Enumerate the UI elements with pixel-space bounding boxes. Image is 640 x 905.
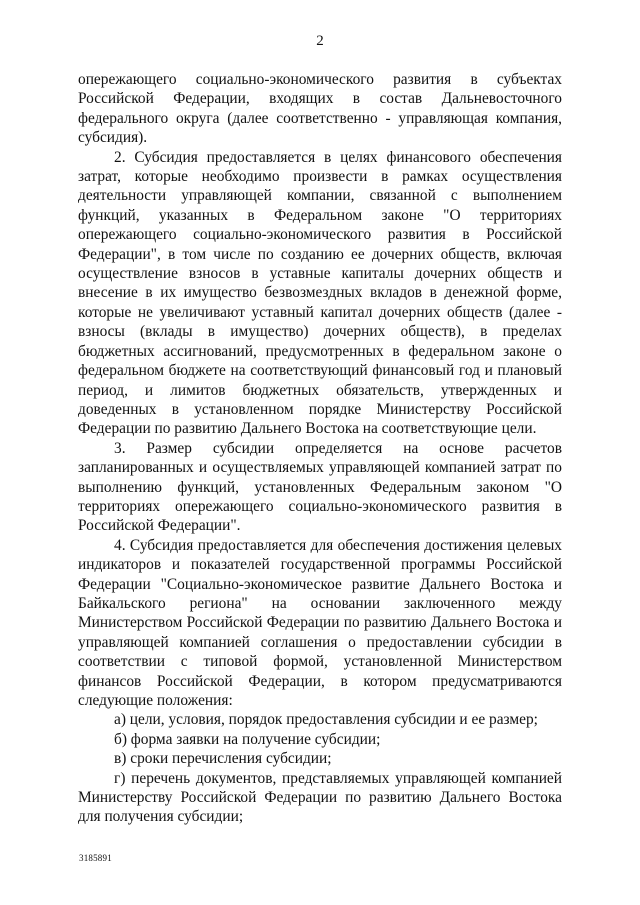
paragraph-4-subsidy-agreement: 4. Субсидия предоставляется для обеспечения достижения целевых индикаторов и показателей государственной программы Российской Федерации "Социально-экономическое развитие Дальнего Востока и Байкальского региона" на основании заключенного между Министерством Российской Федерации по развитию Дальнего Востока и управляющей компанией соглашения о предоставлении субсидии в соответствии с типовой формой, установленной Министерством финансов Российской Федерации, в котором предусматриваются следующие положения: — [78, 536, 562, 709]
document-code: 3185891 — [79, 853, 112, 863]
page-number: 2 — [316, 33, 324, 49]
paragraph-3-subsidy-amount: 3. Размер субсидии определяется на основе расчетов запланированных и осуществляемых управляющей компанией затрат по выполнению функций, установленных Федеральным законом "О территориях опережающего социально-экономического развития в Российской Федерации". — [78, 439, 562, 535]
paragraph-continuation: опережающего социально-экономического развития в субъектах Российской Федерации, входящих в состав Дальневосточного федерального округа (далее соответственно - управляющая компания, субсидия). — [78, 71, 562, 147]
list-item-a-goals-conditions: а) цели, условия, порядок предоставления субсидии и ее размер; — [114, 711, 538, 729]
list-item-d-documents-list: г) перечень документов, представляемых управляющей компанией Министерству Российской Федерации по развитию Дальнего Востока для получения субсидии; — [78, 769, 562, 826]
list-item-b-application-form: б) форма заявки на получение субсидии; — [114, 730, 381, 748]
paragraph-2-subsidy-purpose: 2. Субсидия предоставляется в целях финансового обеспечения затрат, которые необходимо произвести в рамках осуществления деятельности управляющей компании, связанной с выполнением функций, указанных в Федеральном законе "О территориях опережающего социально-экономического развития в Российской Федерации", в том числе по созданию ее дочерних обществ, включая осуществление взносов в уставные капиталы дочерних обществ и внесение в их имущество безвозмездных вкладов в денежной форме, которые не увеличивают уставный капитал дочерних обществ (далее - взносы (вклады в имущество) дочерних обществ), в пределах бюджетных ассигнований, предусмотренных в федеральном законе о федеральном бюджете на соответствующий финансовый год и плановый период, и лимитов бюджетных обязательств, утвержденных и доведенных в установленном порядке Министерству Российской Федерации по развитию Дальнего Востока на соответствующие цели. — [78, 148, 562, 438]
list-item-c-transfer-terms: в) сроки перечисления субсидии; — [114, 750, 332, 768]
document-body — [78, 70, 562, 827]
